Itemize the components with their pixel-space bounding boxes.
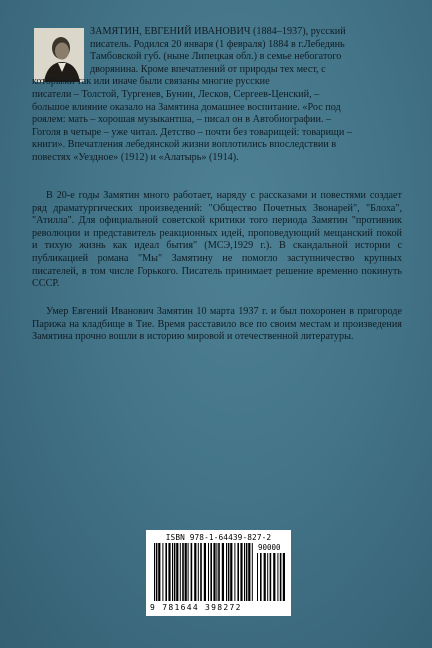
bio-line: ЗАМЯТИН, ЕВГЕНИЙ ИВАНОВИЧ (1884–1937), русский [90,26,346,37]
ean-digits: 9 781644 398272 [150,603,242,612]
addon-bars [257,553,285,603]
bio-line: большое влияние оказало на Замятина домашнее воспитание. «Рос под [32,101,341,113]
bio-line: повестях «Уездное» (1912) и «Алатырь» (1914). [32,151,239,163]
bio-line: дворянина. Кроме впечатлений от природы тех мест, с [90,63,326,75]
bio-line: Тамбовской губ. (ныне Липецкая обл.) в семье небогатого [90,51,342,63]
isbn-barcode [146,530,291,616]
bio-line: которыми так или иначе были связаны многие русские [32,76,270,88]
ean-bars [154,543,254,603]
bio-line: писатели – Толстой, Тургенев, Бунин, Лесков, Сергеев-Ценский, – [32,88,320,100]
works-paragraph: В 20-е годы Замятин много работает, наряду с рассказами и повестями создает ряд драматургических произведений: "Общество Почетных Звонарей", "Блоха", "Атилла". Для официальной советской критики того периода Замятин "противник революции и представитель реакционных идей, проповедующий мещанский покой и тихую жизнь как идеал бытия" (МСЭ,1929 г.). В скандальной истории с публикацией романа "Мы" Замятину не помогло заступничество крупных писателей, в том числе Горького. Писатель принимает решение временно покинуть СССР. [32,190,402,290]
bio-line: Гоголя в четыре – уже читал. Детство – почти без товарищей: товарищи – [32,126,352,138]
author-bio-paragraph [32,26,402,165]
isbn-number: ISBN 978-1-64439-827-2 [165,533,272,542]
bio-line: роялем: мать – хорошая музыкантша, – писал он в Автобиографии. – [32,114,332,126]
bio-line: писатель. Родился 20 января (1 февраля) 1884 в г.Лебедянь [90,38,345,50]
price-code: 90000 [258,543,281,552]
bio-line: книги». Впечатления лебедянской жизни воплотились впоследствии в [32,139,337,151]
death-paragraph: Умер Евгений Иванович Замятин 10 марта 1937 г. и был похоронен в пригороде Парижа на кладбище в Тие. Время расставило все по своим местам и произведения Замятина прочно вошли в историю мировой и отечественной литературы. [32,306,402,343]
